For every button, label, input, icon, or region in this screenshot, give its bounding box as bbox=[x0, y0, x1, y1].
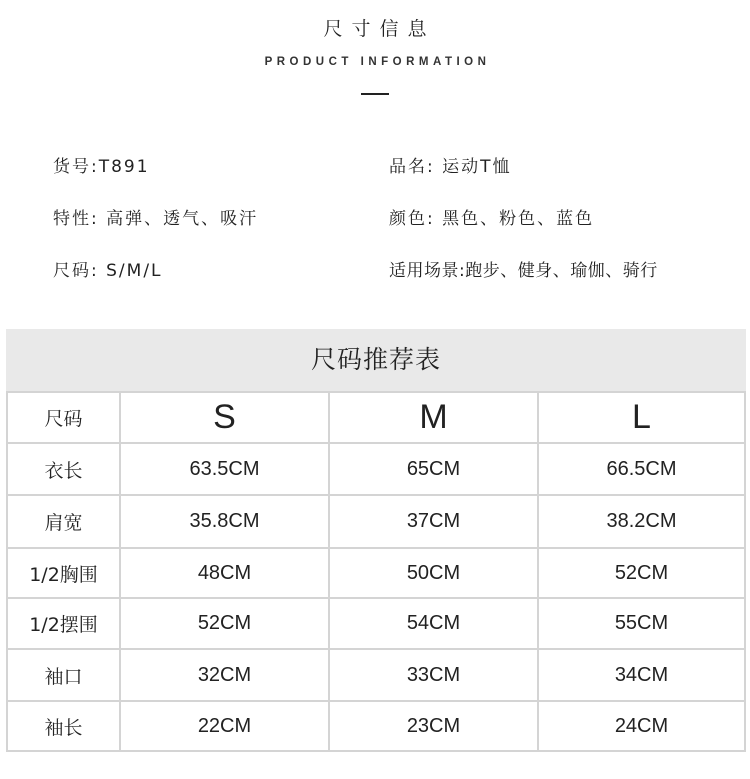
info-label: 适用场景: bbox=[389, 261, 466, 281]
info-label: 货号: bbox=[53, 157, 99, 177]
page-title-en: PRODUCT INFORMATION bbox=[264, 56, 491, 68]
table-row bbox=[6, 599, 746, 648]
info-row-sku bbox=[0, 152, 750, 178]
cell-value: 32CM bbox=[121, 650, 328, 700]
size-table-head-row bbox=[6, 393, 746, 442]
cell-value: 50CM bbox=[330, 549, 537, 597]
info-item-product-name bbox=[389, 152, 512, 177]
cell-value: 66.5CM bbox=[539, 444, 744, 494]
table-row bbox=[6, 496, 746, 547]
info-row-sizes bbox=[0, 256, 750, 282]
row-label: 袖口 bbox=[8, 650, 119, 700]
table-row bbox=[6, 444, 746, 494]
info-item-sku bbox=[53, 152, 150, 177]
size-head-m: M bbox=[330, 393, 537, 442]
cell-value: 55CM bbox=[539, 599, 744, 648]
size-head-s: S bbox=[121, 393, 328, 442]
info-item-sizes bbox=[53, 256, 163, 281]
info-label: 尺码: bbox=[53, 261, 99, 281]
info-label: 颜色: bbox=[389, 209, 435, 229]
cell-value: 52CM bbox=[121, 599, 328, 648]
cell-value: 52CM bbox=[539, 549, 744, 597]
table-row bbox=[6, 549, 746, 597]
size-head-label: 尺码 bbox=[8, 393, 119, 442]
cell-value: 65CM bbox=[330, 444, 537, 494]
info-label: 品名: bbox=[389, 157, 435, 177]
cell-value: 33CM bbox=[330, 650, 537, 700]
info-item-colors bbox=[389, 204, 594, 229]
cell-value: 54CM bbox=[330, 599, 537, 648]
cell-value: 23CM bbox=[330, 702, 537, 750]
row-label: 肩宽 bbox=[8, 496, 119, 547]
cell-value: 38.2CM bbox=[539, 496, 744, 547]
size-head-l: L bbox=[539, 393, 744, 442]
size-table-title: 尺码推荐表 bbox=[6, 329, 746, 391]
row-label: 1/2胸围 bbox=[8, 549, 119, 597]
row-label: 袖长 bbox=[8, 702, 119, 750]
cell-value: 63.5CM bbox=[121, 444, 328, 494]
page-title-cn: 尺寸信息 bbox=[323, 18, 436, 40]
cell-value: 22CM bbox=[121, 702, 328, 750]
info-item-features bbox=[53, 204, 258, 229]
info-label: 特性: bbox=[53, 209, 99, 229]
cell-value: 48CM bbox=[121, 549, 328, 597]
info-row-features bbox=[0, 204, 750, 230]
cell-value: 34CM bbox=[539, 650, 744, 700]
size-table bbox=[6, 329, 746, 752]
info-value: 运动T恤 bbox=[442, 157, 512, 177]
table-row bbox=[6, 702, 746, 750]
info-value: T891 bbox=[98, 157, 150, 177]
cell-value: 35.8CM bbox=[121, 496, 328, 547]
table-row bbox=[6, 650, 746, 700]
info-value: 黑色、粉色、蓝色 bbox=[442, 209, 595, 229]
row-label: 衣长 bbox=[8, 444, 119, 494]
row-label: 1/2摆围 bbox=[8, 599, 119, 648]
cell-value: 24CM bbox=[539, 702, 744, 750]
info-item-scenes bbox=[389, 256, 658, 281]
title-divider bbox=[361, 93, 389, 95]
cell-value: 37CM bbox=[330, 496, 537, 547]
info-value: 高弹、透气、吸汗 bbox=[106, 209, 259, 229]
info-value: S/M/L bbox=[106, 261, 163, 281]
info-value: 跑步、健身、瑜伽、骑行 bbox=[465, 261, 658, 281]
